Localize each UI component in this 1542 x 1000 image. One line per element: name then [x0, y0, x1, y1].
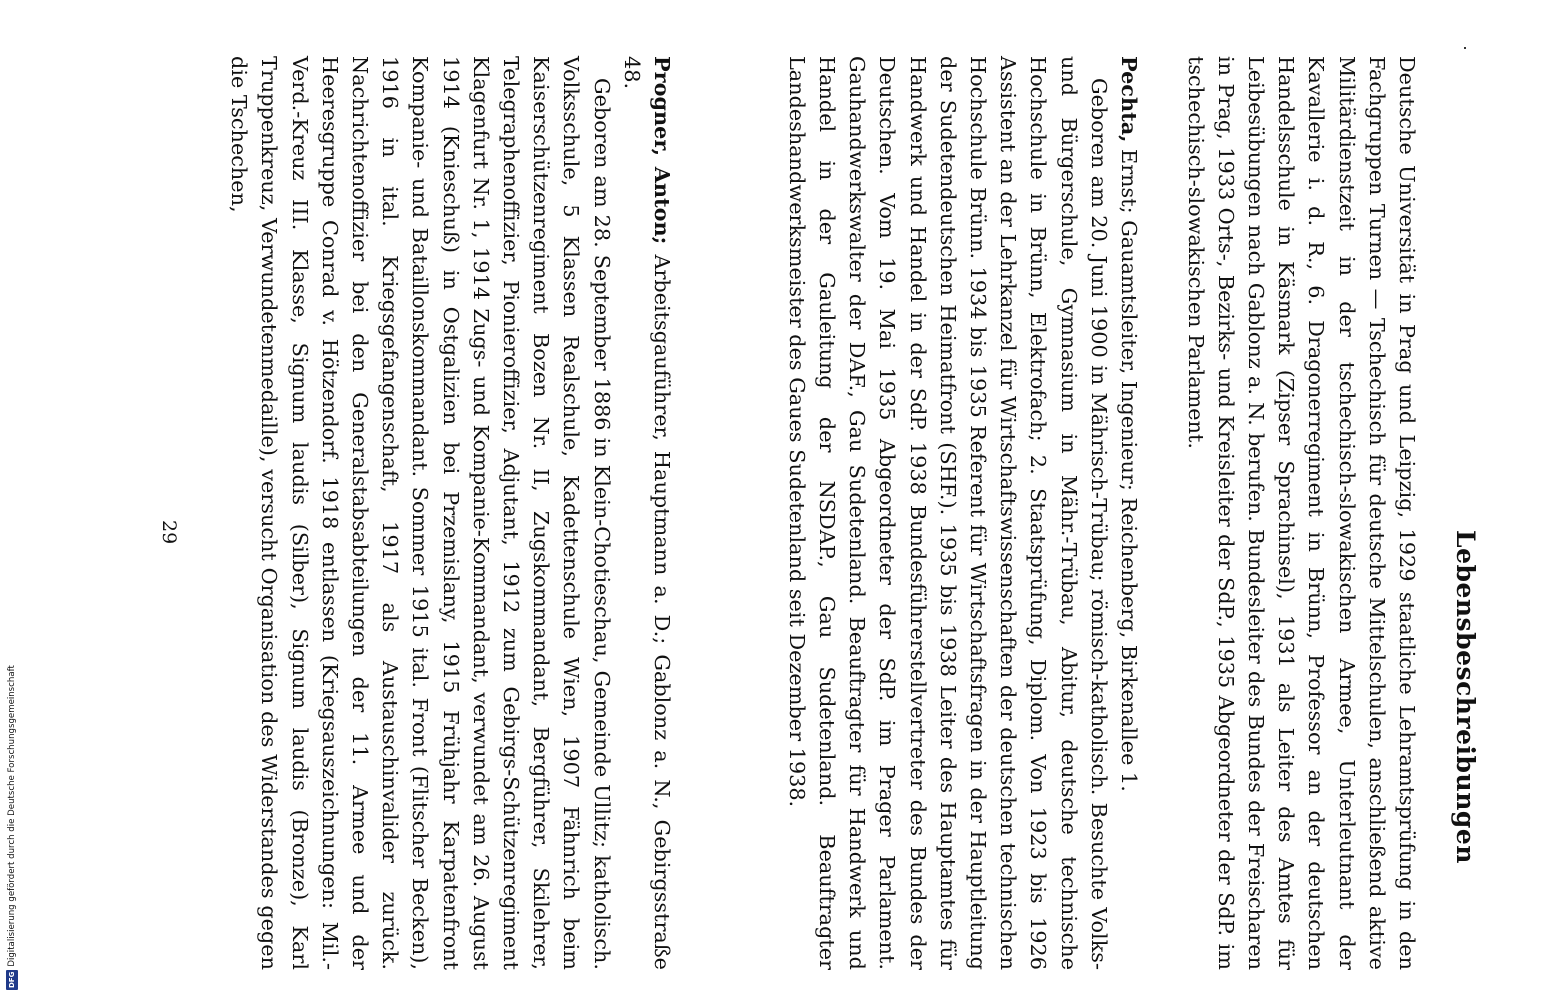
- entry-progner: [224, 56, 677, 970]
- scan-speck: [1464, 47, 1466, 49]
- credit-text: Digitalisierung gefördert durch die Deutsche Forschungsgemeinschaft: [7, 665, 17, 967]
- digitization-credit: [3, 605, 21, 990]
- entry-body: Geboren am 20. Juni 1900 in Mährisch-Trübau; römisch-katholisch. Besuchte Volks- und Bürgerschule, Gymnasium in Mähr.-Trübau, Abitur, deutsche technische Hochschule in Brünn, Elektrofach; 2. Staatsprüfung, Diplom. Von 1923 bis 1926 Assistent an der Lehrkanzel für Wirtschaftswissenschaften der deutschen technischen Hochschule Brünn. 1934 bis 1935 Referent für Wirtschaftsfragen in der Hauptleitung der Sudetendeutschen Heimatfront (SHF.). 1935 bis 1938 Leiter des Hauptamtes für Handwerk und Handel in der SdP. 1938 Bundesführerstellvertreter des Bundes der Deutschen. Vom 19. Mai 1935 Abgeordneter der SdP. im Prager Parlament. Gauhandwerkswalter der DAF., Gau Sudetenland. Beauftragter für Handwerk und Handel in der Gauleitung der NSDAP., Gau Sudetenland. Beauftragter Landeshandwerksmeister des Gaues Sudetenland seit Dezember 1938.: [784, 56, 1111, 970]
- entry-pechta: [782, 56, 1144, 970]
- entry-header-rest: Arbeitsgauführer, Hauptmann a. D.; Gablonz a. N., Gebirgsstraße 48.: [619, 56, 674, 970]
- page-number: 29: [158, 520, 180, 545]
- entry-header: [617, 56, 677, 970]
- entry-body: Geboren am 28. September 1886 in Klein-Chotieschau, Gemeinde Ullitz; katholisch. Volksschule, 5 Klassen Realschule, Kadettenschule Wien, 1907 Fähnrich beim Kaiserschützenregiment Bozen Nr. II, Zugskommandant, Bergführer, Skilehrer, Telegraphenoffizier, Pionieroffizier, Adjutant, 1912 zum Gebirgs-Schützenregiment Klagenfurt Nr. 1, 1914 Zugs- und Kompanie-Kommandant, verwundet am 26. August 1914 (Knieschuß) in Ostgalizien bei Przemislany, 1915 Frühjahr Karpatenfront Kompanie- und Bataillonskommandant. Sommer 1915 ital. Front (Flitscher Becken), 1916 in ital. Kriegsgefangenschaft, 1917 als Austauschinvalider zurück. Nachrichtenoffizier bei den Generalstabsabteilungen der 11. Armee und der Heeresgruppe Conrad v. Hötzendorf. 1918 entlassen (Kriegsauszeichnungen: Mil.-Verd.-Kreuz III. Klasse, Signum laudis (Silber), Signum laudis (Bronze), Karl Truppenkreuz, Verwundetenmedaille), versucht Organisation des Widerstandes gegen die Tschechen,: [227, 56, 614, 970]
- entry-header: [1114, 56, 1144, 970]
- entry-name: Progner, Anton;: [650, 56, 675, 245]
- entry-name: Pechta,: [1117, 56, 1142, 143]
- entry-header-rest: Ernst; Gauamtsleiter, Ingenieur; Reichenberg, Birkenallee 1.: [1117, 142, 1141, 792]
- continuation-paragraph: [1180, 56, 1422, 970]
- running-head: Lebensbeschreibungen: [1451, 530, 1480, 864]
- continuation-text: Deutsche Universität in Prag und Leipzig, 1929 staatliche Lehramtsprüfung in den Fachgruppen Turnen — Tschechisch für deutsche Mittelschulen, anschließend aktive Militärdienstzeit in der tschechisch-slowakischen Armee, Unterleutnant der Kavallerie i. d. R., 6. Dragonerregiment in Brünn, Professor an der deutschen Handelsschule in Käsmark (Zipser Sprachinsel), 1931 als Leiter des Amtes für Leibesübungen nach Gablonz a. N. berufen. Bundesleiter des Bundes der Freischaren in Prag, 1933 Orts-, Bezirks- und Kreisleiter der SdP., 1935 Abgeordneter der SdP. im tschechisch-slowakischen Parlament.: [1183, 56, 1419, 970]
- dfg-logo-icon: DFG: [8, 971, 16, 988]
